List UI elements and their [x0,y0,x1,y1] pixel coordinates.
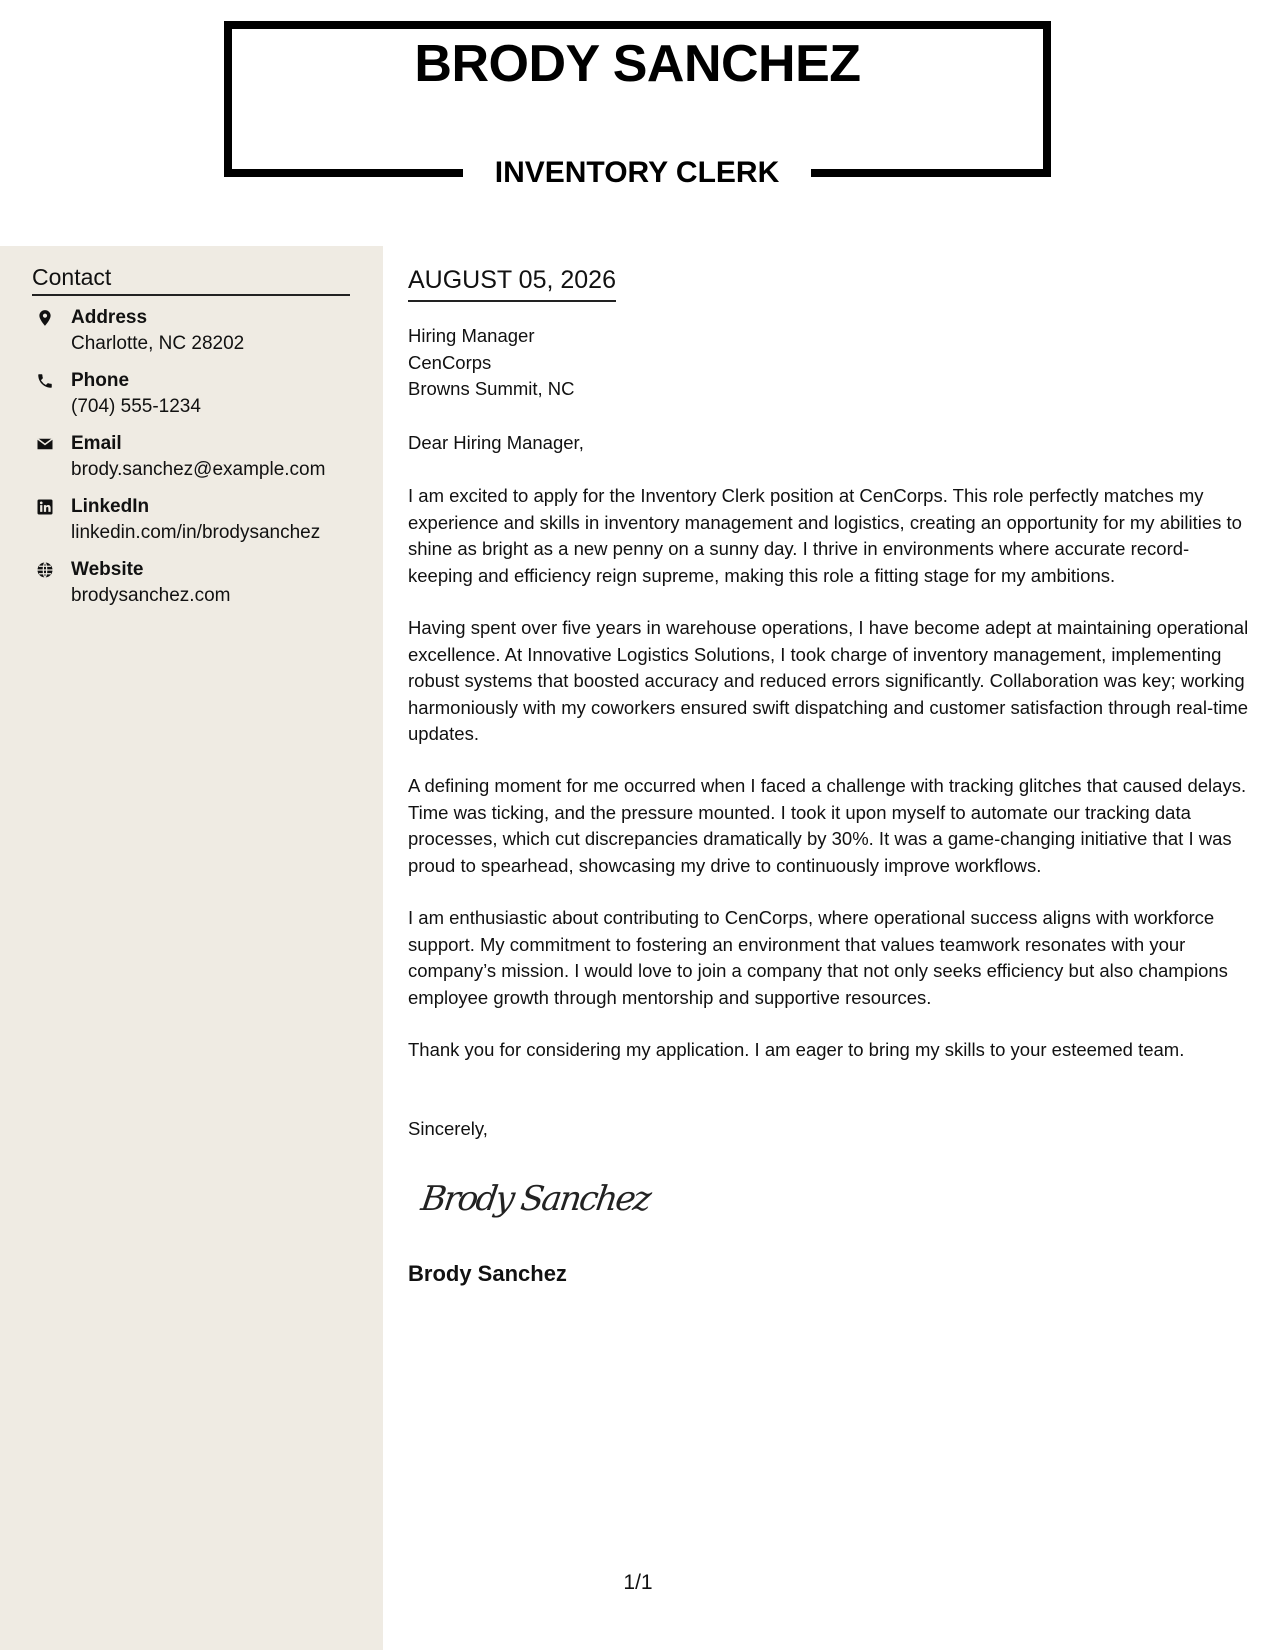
paragraph: I am excited to apply for the Inventory Clerk position at CenCorps. This role perfectly matches my experience and skills in inventory management and logistics, creating an opportunity for my abilities to shine as bright as a new penny on a sunny day. I thrive in environments where accurate record-keeping and efficiency reign supreme, making this role a fitting stage for my ambitions. [408,485,1242,586]
applicant-name: BRODY SANCHEZ [414,35,861,93]
contact-sidebar [0,246,383,1650]
contact-value[interactable]: linkedin.com/in/brodysanchez [71,522,321,543]
paragraph: A defining moment for me occurred when I faced a challenge with tracking glitches that caused delays. Time was ticking, and the pressure mounted. I took it upon myself to automate our tracking data processes, which cut discrepancies dramatically by 30%. It was a game-changing initiative that I was proud to spearhead, showcasing my drive to continuously improve workflows. [408,775,1247,876]
handwritten-signature [418,1166,662,1228]
contact-item-website [32,558,372,614]
globe-icon [36,561,54,579]
paragraph: Having spent over five years in warehouse operations, I have become adept at maintaining operational excellence. At Innovative Logistics Solutions, I took charge of inventory management, implementing robust systems that boosted accuracy and reduced errors significantly. Collaboration was key; working harmoniously with my coworkers ensured swift dispatching and customer satisfaction through real-time updates. [408,617,1249,744]
page-number: 1/1 [623,1571,653,1594]
contact-label: Address [71,307,148,328]
svg-text:Brody Sanchez: Brody Sanchez [418,1179,655,1219]
contact-label: Website [71,559,144,580]
contact-value: (704) 555-1234 [71,396,201,417]
contact-value: Charlotte, NC 28202 [71,333,245,354]
paragraph: Thank you for considering my application. I am eager to bring my skills to your esteemed team. [408,1039,1185,1060]
contact-heading: Contact [32,262,350,296]
job-title: INVENTORY CLERK [494,156,780,189]
recipient-line: CenCorps [408,351,492,373]
contact-value[interactable]: brodysanchez.com [71,585,231,606]
contact-item-address [32,306,372,362]
contact-item-linkedin [32,495,372,551]
phone-icon [36,372,54,390]
contact-value[interactable]: brody.sanchez@example.com [71,459,326,480]
recipient-line: Browns Summit, NC [408,378,575,399]
contact-item-email [32,432,372,488]
signed-name: Brody Sanchez [408,1261,567,1286]
contact-item-phone [32,369,372,425]
job-title-container [463,150,811,196]
paragraph: I am enthusiastic about contributing to CenCorps, where operational success aligns with workforce support. My commitment to fostering an environment that values teamwork resonates with your company’s mission. I would love to join a company that not only seeks efficiency but also champions employee growth through mentorship and supportive resources. [408,907,1228,1008]
contact-label: LinkedIn [71,496,150,517]
linkedin-icon [36,498,54,516]
recipient-block [408,323,575,403]
greeting: Dear Hiring Manager, [408,432,584,453]
letter-date: AUGUST 05, 2026 [408,264,616,302]
closing: Sincerely, [408,1118,488,1139]
contact-label: Email [71,433,122,454]
recipient-line: Hiring Manager [408,325,535,346]
contact-label: Phone [71,370,130,391]
envelope-icon [36,435,54,453]
map-pin-icon [36,309,54,327]
